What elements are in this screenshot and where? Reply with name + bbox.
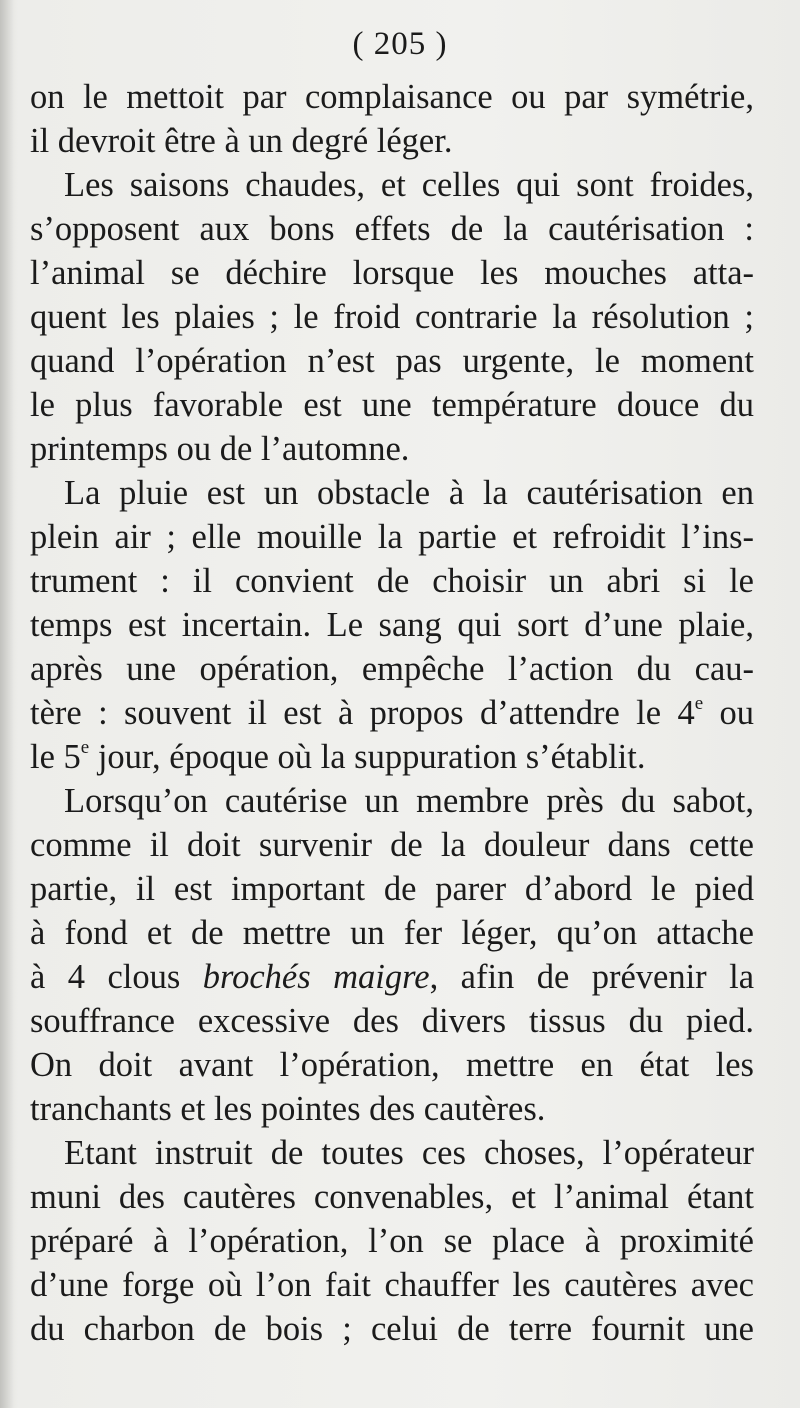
gutter-shadow — [0, 0, 14, 1408]
text-line: tranchants et les pointes des cautères. — [30, 1090, 546, 1128]
text-line: comme il doit survenir de la douleur dans cette — [30, 826, 754, 864]
text-line: préparé à l’opération, l’on se place à proximité — [30, 1222, 754, 1260]
text-line: Lorsqu’on cautérise un membre près du sabot, — [64, 782, 754, 820]
text-line: temps est incertain. Le sang qui sort d’une plaie, — [30, 606, 754, 644]
text-line: trument : il convient de choisir un abri si le — [30, 562, 754, 600]
page-number: ( 205 ) — [352, 26, 448, 62]
text-line: après une opération, empêche l’action du cau- — [30, 650, 754, 688]
text-line: printemps ou de l’automne. — [30, 430, 410, 468]
text-line: l’animal se déchire lorsque les mouches atta- — [30, 254, 754, 292]
text-line: Les saisons chaudes, et celles qui sont froides, — [64, 166, 754, 204]
text-line: tère : souvent il est à propos d’attendre le 4e ou — [30, 692, 754, 732]
text-line: s’opposent aux bons effets de la cautérisation : — [30, 210, 754, 248]
text-line: du charbon de bois ; celui de terre fournit une — [30, 1310, 754, 1348]
text-line: partie, il est important de parer d’abord le pied — [30, 870, 754, 908]
text-line: le 5e jour, époque où la suppuration s’établit. — [30, 736, 646, 776]
text-line: quand l’opération n’est pas urgente, le moment — [30, 342, 754, 380]
text-line: muni des cautères convenables, et l’animal étant — [30, 1178, 754, 1216]
body-text — [30, 75, 754, 1351]
text-line: d’une forge où l’on fait chauffer les cautères avec — [30, 1266, 754, 1304]
text-line: quent les plaies ; le froid contrarie la résolution ; — [30, 298, 754, 336]
text-line: à 4 clous brochés maigre, afin de prévenir la — [30, 958, 755, 996]
text-line: à fond et de mettre un fer léger, qu’on attache — [30, 914, 754, 952]
text-line: plein air ; elle mouille la partie et refroidit l’ins- — [30, 518, 754, 556]
text-line: souffrance excessive des divers tissus du pied. — [30, 1002, 754, 1040]
text-line: La pluie est un obstacle à la cautérisation en — [64, 474, 754, 512]
text-line: Etant instruit de toutes ces choses, l’opérateur — [64, 1134, 754, 1172]
text-line: il devroit être à un degré léger. — [30, 122, 453, 160]
text-line: On doit avant l’opération, mettre en état les — [30, 1046, 754, 1084]
text-line: le plus favorable est une température douce du — [30, 386, 754, 424]
text-line: on le mettoit par complaisance ou par symétrie, — [30, 78, 754, 116]
